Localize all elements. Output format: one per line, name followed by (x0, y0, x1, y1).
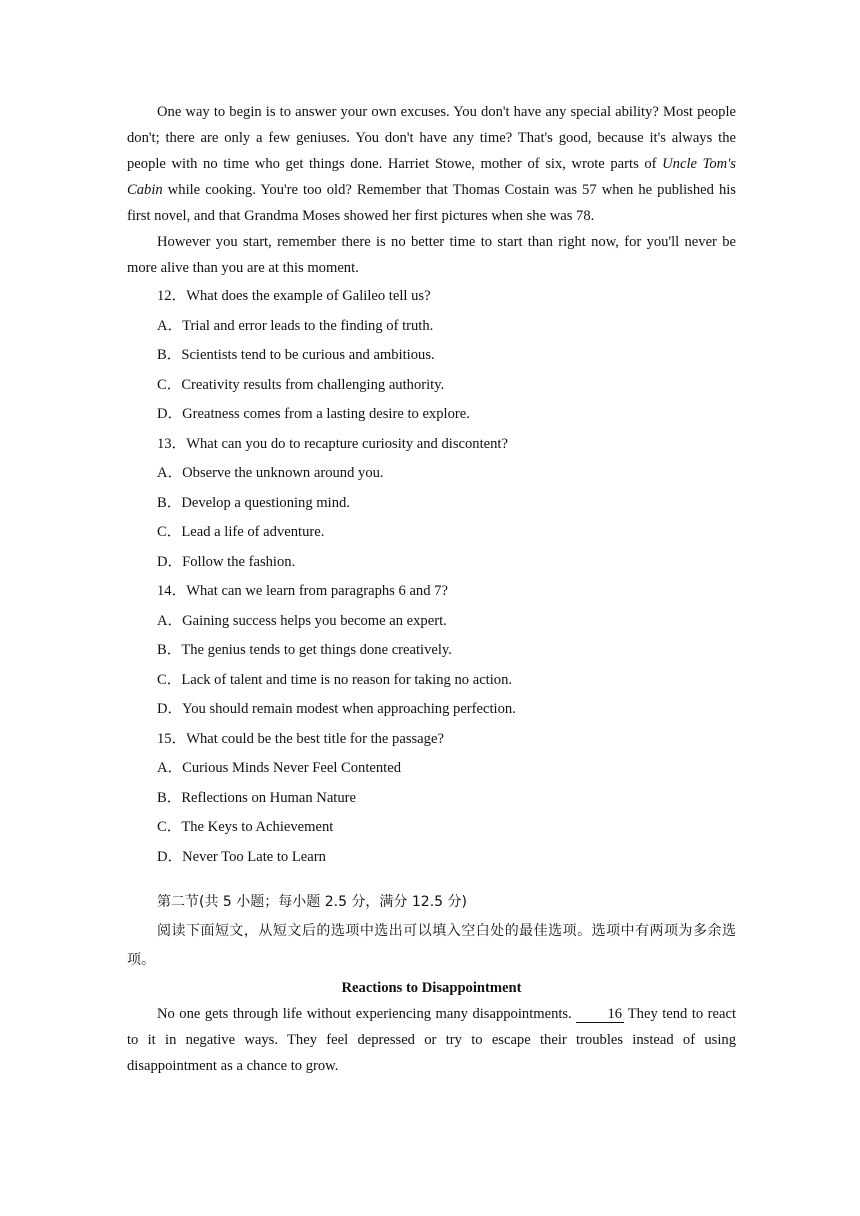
option-a: A．Observe the unknown around you. (157, 465, 384, 481)
section-2-heading (127, 888, 736, 917)
question-12 (127, 282, 736, 430)
option-a: A．Curious Minds Never Feel Contented (157, 760, 402, 776)
option-c: C．Lack of talent and time is no reason for taking no action. (157, 671, 513, 688)
document-page (127, 99, 736, 1079)
question-stem: 12．What does the example of Galileo tell us? (157, 288, 431, 304)
question-15 (127, 725, 736, 873)
blank-16: 16 (576, 1006, 624, 1023)
passage-p1-text-a: One way to begin is to answer your own excuses. You don't have any special ability? Most people don't; there are only a few geniuses. You don't have any time? That's good, because it's always the people with no time who get things done. Harriet Stowe, mother of six, wrote parts of (127, 104, 736, 172)
passage-p1-text-b: while cooking. You're too old? Remember that Thomas Costain was 57 when he published his first novel, and that Grandma Moses showed her first pictures when she was 78. (127, 182, 736, 224)
section-gap (127, 872, 736, 888)
option-a: A．Gaining success helps you become an expert. (157, 612, 447, 629)
option-c: C．The Keys to Achievement (157, 819, 334, 835)
section-2-label: 第二节 (157, 894, 199, 910)
option-d: D．You should remain modest when approaching perfection. (157, 701, 516, 717)
option-d: D．Greatness comes from a lasting desire to explore. (157, 406, 470, 422)
section-2-p1-text-b: They tend to react to it in negative ways. They feel depressed or try to escape their troubles instead of using disappointment as a chance to grow. (127, 1006, 737, 1074)
option-c: C．Lead a life of adventure. (157, 524, 325, 540)
passage-title: Reactions to Disappointment (341, 980, 522, 996)
question-14 (127, 577, 736, 725)
book-title: Uncle Tom's Cabin (127, 156, 736, 198)
section-2-p1-text-a: No one gets through life without experiencing many disappointments. (157, 1006, 572, 1022)
question-stem: 13．What can you do to recapture curiosity and discontent? (157, 435, 508, 452)
question-13 (127, 430, 736, 578)
section-2-paragraph-1 (127, 1001, 736, 1079)
option-b: B．Reflections on Human Nature (157, 789, 356, 806)
passage-paragraph-1 (127, 99, 736, 229)
option-b: B．The genius tends to get things done creatively. (157, 642, 452, 658)
passage-paragraph-2: However you start, remember there is no better time to start than right now, for you'll never be more alive than you are at this moment. (127, 234, 736, 276)
option-d: D．Never Too Late to Learn (157, 848, 326, 865)
question-stem: 15．What could be the best title for the passage? (157, 730, 444, 747)
option-b: B．Scientists tend to be curious and ambitious. (157, 347, 435, 363)
section-2-scoring: (共 5 小题；每小题 2.5 分，满分 12.5 分) (199, 894, 467, 910)
question-stem: 14．What can we learn from paragraphs 6 and 7? (157, 583, 448, 599)
section-2-instructions: 阅读下面短文，从短文后的选项中选出可以填入空白处的最佳选项。选项中有两项为多余选项。 (127, 923, 736, 968)
option-c: C．Creativity results from challenging authority. (157, 376, 445, 393)
option-b: B．Develop a questioning mind. (157, 494, 350, 511)
option-a: A．Trial and error leads to the finding of truth. (157, 317, 434, 334)
option-d: D．Follow the fashion. (157, 553, 296, 570)
